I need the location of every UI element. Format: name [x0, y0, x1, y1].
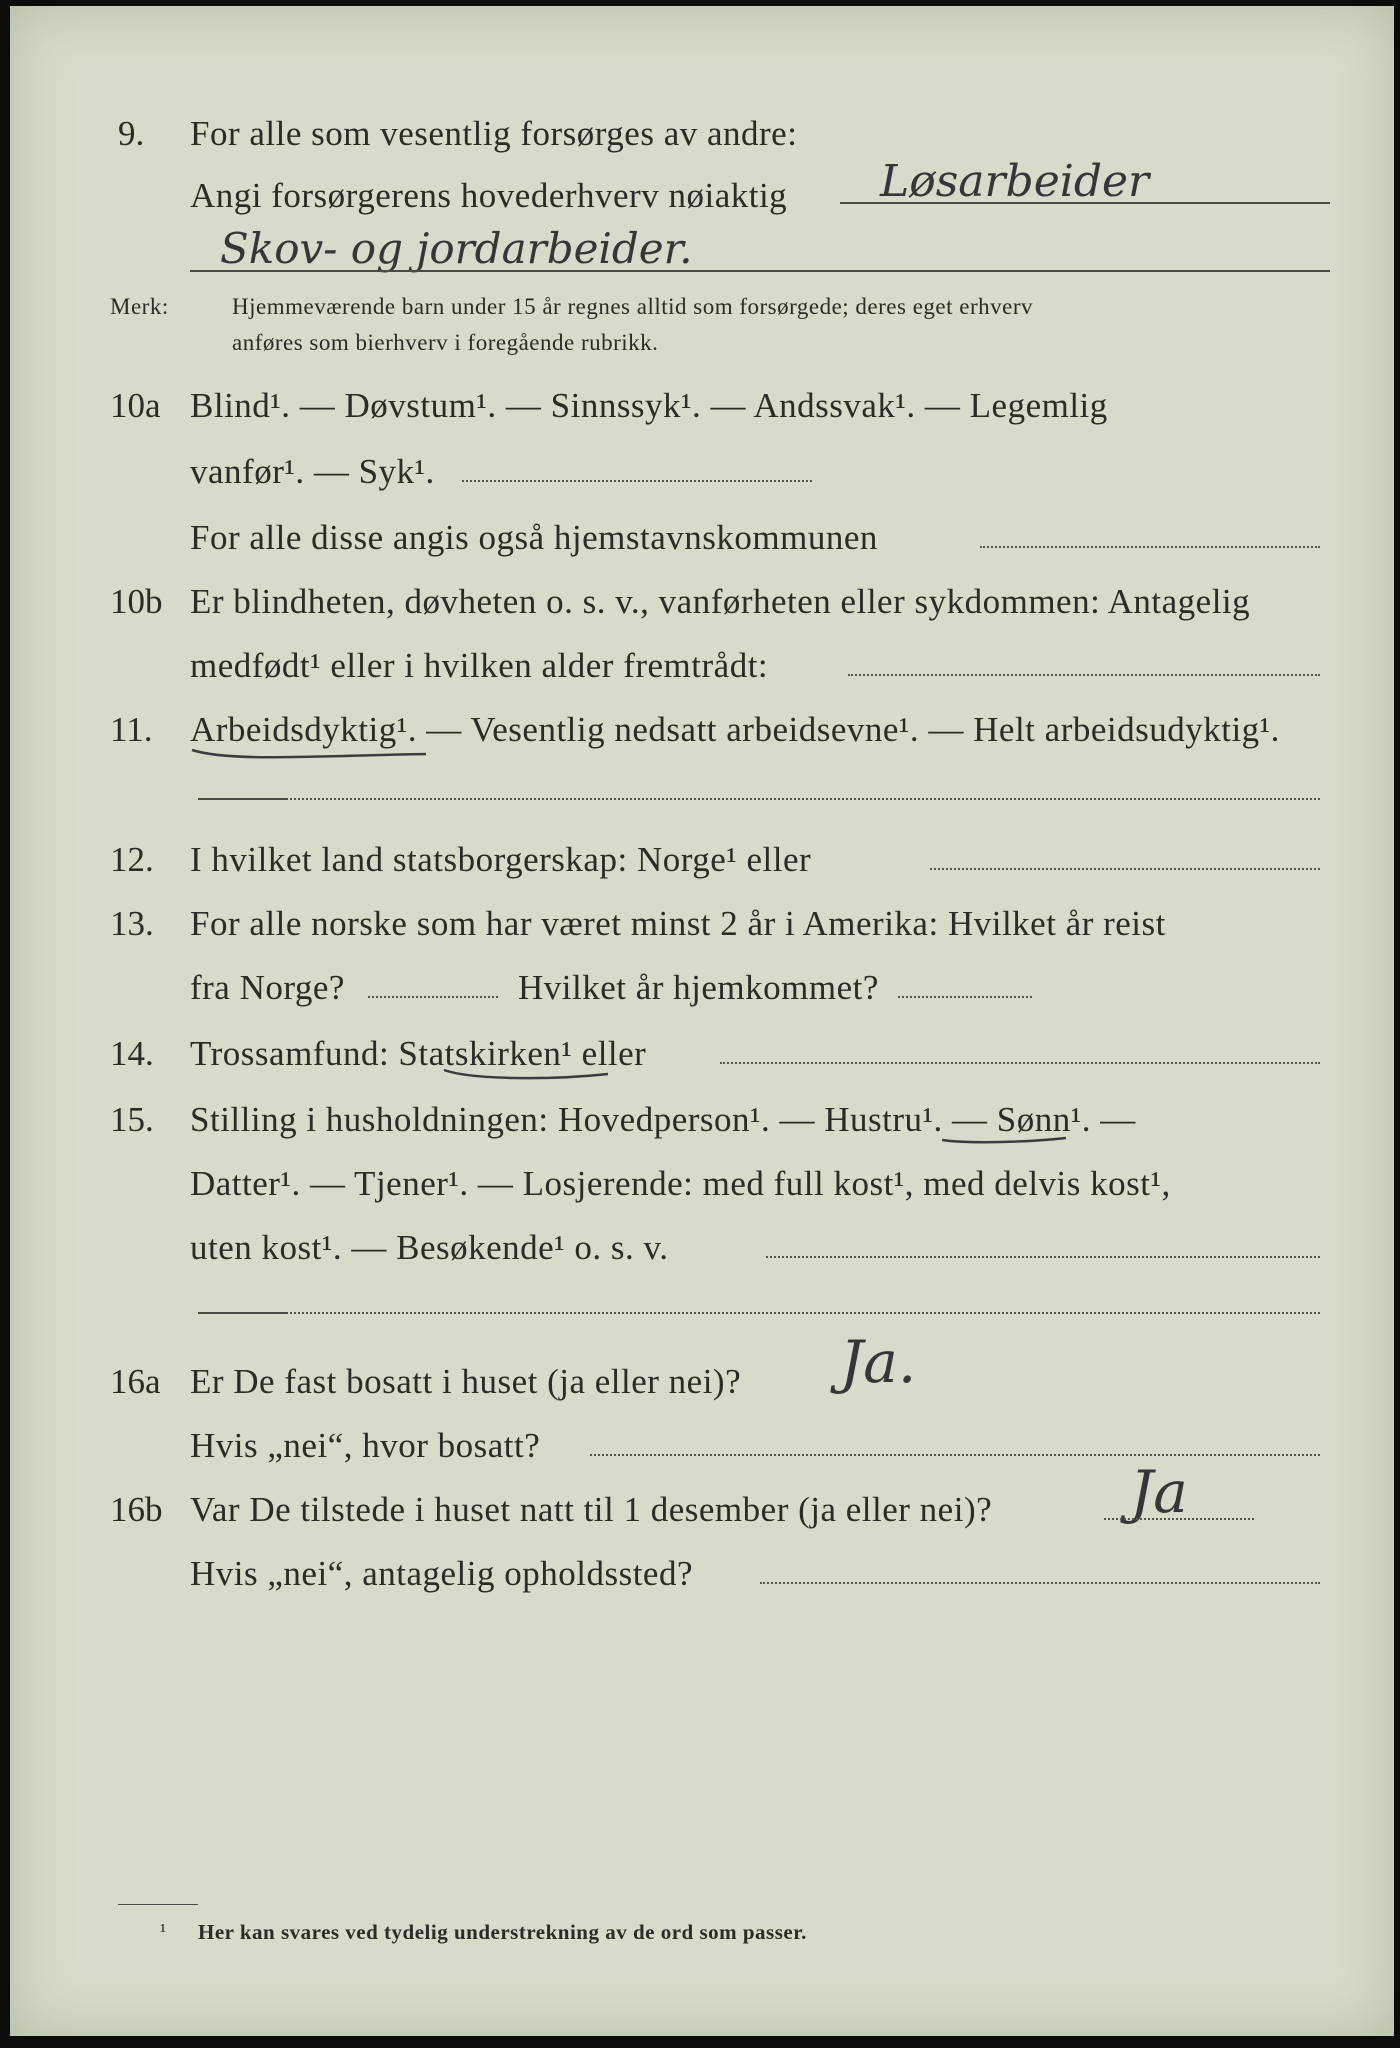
q9-line2: Angi forsørgerens hovederhverv nøiaktig: [190, 176, 788, 215]
q15-short-rule: [198, 1312, 288, 1314]
q13-number: 13.: [110, 904, 154, 943]
q16b-fill-line1: [1104, 1518, 1254, 1520]
q12-number: 12.: [110, 840, 154, 879]
merk-line1: Hjemmeværende barn under 15 år regnes alltid som forsørgede; deres eget erhverv: [232, 294, 1033, 319]
q13-line1: For alle norske som har været minst 2 år i Amerika: Hvilket år reist: [190, 904, 1166, 943]
q16a-number: 16a: [110, 1362, 161, 1401]
merk-label: Merk:: [110, 294, 169, 319]
q10b-line1: Er blindheten, døvheten o. s. v., vanførheten eller sykdommen: Antagelig: [190, 582, 1251, 621]
q9-answer-line1: [840, 202, 1330, 204]
q9-number: 9.: [118, 114, 145, 153]
q12-line1: I hvilket land statsborgerskap: Norge¹ eller: [190, 840, 812, 879]
q11-underline-arbeidsdyktig: [190, 744, 430, 764]
q15-line3: uten kost¹. — Besøkende¹ o. s. v.: [190, 1228, 669, 1267]
q15-line1: Stilling i husholdningen: Hovedperson¹. — Hustru¹. — Sønn¹. —: [190, 1100, 1136, 1139]
q10b-number: 10b: [110, 582, 163, 621]
footnote-text: Her kan svares ved tydelig understrekning av de ord som passer.: [198, 1920, 807, 1944]
merk-line2: anføres som bierhverv i foregående rubrikk.: [232, 330, 659, 355]
q10a-line1: Blind¹. — Døvstum¹. — Sinnssyk¹. — Andssvak¹. — Legemlig: [190, 386, 1108, 425]
q15-number: 15.: [110, 1100, 154, 1139]
q16b-fill-line2: [760, 1582, 1320, 1584]
q10a-line2: vanfør¹. — Syk¹.: [190, 452, 435, 491]
q16b-answer: Ja: [1130, 1458, 1188, 1526]
q14-line1: Trossamfund: Statskirken¹ eller: [190, 1034, 647, 1073]
q16a-fill-line: [590, 1454, 1320, 1456]
census-form-page: [10, 6, 1394, 2036]
q16b-number: 16b: [110, 1490, 163, 1529]
q13-line2b: Hvilket år hjemkommet?: [518, 968, 879, 1007]
q10a-fill-line1: [462, 480, 812, 482]
q9-answer-occupation-cont: Skov- og jordarbeider.: [220, 224, 693, 273]
q14-number: 14.: [110, 1034, 154, 1073]
footnote-rule: [118, 1904, 198, 1905]
q10a-fill-line2: [980, 546, 1320, 548]
q16a-line1: Er De fast bosatt i huset (ja eller nei)?: [190, 1362, 742, 1401]
q15-underline-hustru: [940, 1134, 1070, 1150]
q9-answer-occupation: Løsarbeider: [880, 156, 1150, 207]
q9-line1: For alle som vesentlig forsørges av andre:: [190, 114, 798, 153]
q10a-line3: For alle disse angis også hjemstavnskommunen: [190, 518, 878, 557]
q13-line2a: fra Norge?: [190, 968, 345, 1007]
q11-line1: Arbeidsdyktig¹. — Vesentlig nedsatt arbeidsevne¹. — Helt arbeidsudyktig¹.: [190, 710, 1280, 749]
q12-fill-line: [930, 868, 1320, 870]
q15-fill-line2: [290, 1312, 1320, 1314]
q16a-line2: Hvis „nei“, hvor bosatt?: [190, 1426, 541, 1465]
q16a-answer: Ja.: [840, 1328, 917, 1396]
q10b-fill-line: [848, 674, 1320, 676]
q11-short-rule: [198, 798, 288, 800]
q16b-line1: Var De tilstede i huset natt til 1 desember (ja eller nei)?: [190, 1490, 993, 1529]
q14-underline-statskirken: [442, 1066, 612, 1086]
q13-fill-line1: [368, 996, 498, 998]
q14-fill-line: [720, 1062, 1320, 1064]
q15-line2: Datter¹. — Tjener¹. — Losjerende: med full kost¹, med delvis kost¹,: [190, 1164, 1171, 1203]
q13-fill-line2: [898, 996, 1032, 998]
q11-number: 11.: [110, 710, 153, 749]
footnote-mark: ¹: [160, 1920, 167, 1942]
q10b-line2: medfødt¹ eller i hvilken alder fremtrådt:: [190, 646, 769, 685]
q15-fill-line1: [766, 1256, 1320, 1258]
q10a-number: 10a: [110, 386, 161, 425]
q11-fill-line: [290, 798, 1320, 800]
q9-answer-line2: [190, 270, 1330, 272]
q16b-line2: Hvis „nei“, antagelig opholdssted?: [190, 1554, 693, 1593]
